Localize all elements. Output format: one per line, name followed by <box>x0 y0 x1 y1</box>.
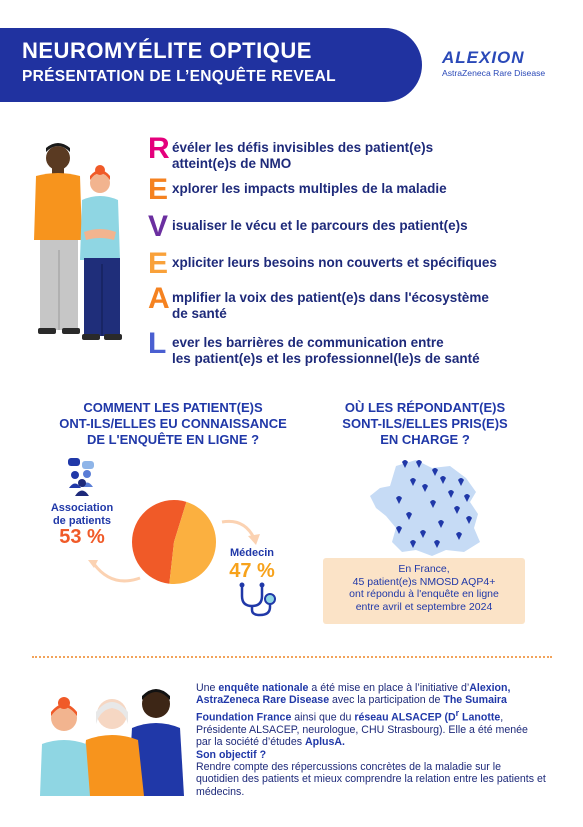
page-title: NEUROMYÉLITE OPTIQUE <box>22 38 312 63</box>
legend-medecin-pct: 47 % <box>229 560 275 582</box>
france-map <box>366 458 484 558</box>
arrow-icon <box>220 518 264 548</box>
legend-medecin-label: Médecin <box>229 547 274 559</box>
reveal-text: xplorer les impacts multiples de la maladie <box>172 181 447 196</box>
legend-assoc-pct: 53 % <box>59 526 105 548</box>
alexion-logo <box>442 48 562 78</box>
reveal-text: ever les barrières de communication entre les patient(e)s et les professionnel(le)s de santé <box>172 335 480 366</box>
reveal-letter: A <box>148 282 170 315</box>
logo-name: ALEXION <box>442 48 525 67</box>
reveal-letter: V <box>148 210 169 243</box>
reveal-letter: R <box>148 132 170 165</box>
reveal-text: évéler les défis invisibles des patient(e)s atteint(e)s de NMO <box>172 140 434 171</box>
logo-tagline: AstraZeneca Rare Disease <box>442 68 546 78</box>
arrow-icon <box>82 550 142 586</box>
reveal-letter: E <box>148 173 169 206</box>
reveal-text: mplifier la voix des patient(e)s dans l'écosystème de santé <box>172 290 489 321</box>
survey-description: Une enquête nationale a été mise en place à l’initiative d’Alexion, AstraZeneca Rare Disease avec la participation de The Sumaira Foundation France ainsi que du réseau ALSACEP ($D^r$ Lanotte, Présidente ALSACEP, neurologue, CHU Strasbourg). Elle a été menée par la société d’études AplusA. Son objectif ? Rendre compte des répercussions concrètes de la maladie sur le quotidien des patients et mieux comprendre la relation entre les patients et médecins. <box>196 682 546 798</box>
reveal-letter: L <box>148 327 167 360</box>
dotted-divider <box>32 656 552 658</box>
two-people-illustration <box>28 140 138 355</box>
question-left: COMMENT LES PATIENT(E)S ONT-ILS/ELLES EU CONNAISSANCE DE L'ENQUÊTE EN LIGNE ? <box>59 400 287 447</box>
stethoscope-icon <box>236 582 280 618</box>
legend-assoc-label: Association de patients <box>50 502 114 527</box>
note-text: En France, 45 patient(e)s NMOSD AQP4+ ont répondu à l'enquête en ligne entre avril et septembre 2024 <box>349 563 499 613</box>
reveal-text: xpliciter leurs besoins non couverts et spécifiques <box>172 255 497 270</box>
question-right: OÙ LES RÉPONDANT(E)S SONT-ILS/ELLES PRIS(E)S EN CHARGE ? <box>342 400 508 447</box>
reveal-text: isualiser le vécu et le parcours des patient(e)s <box>172 218 468 233</box>
reveal-letter: E <box>148 247 169 280</box>
page-subtitle: PRÉSENTATION DE L’ENQUÊTE REVEAL <box>22 68 336 85</box>
patient-group-icon <box>66 458 102 496</box>
three-people-illustration <box>40 684 188 796</box>
awareness-pie-chart <box>130 498 218 586</box>
